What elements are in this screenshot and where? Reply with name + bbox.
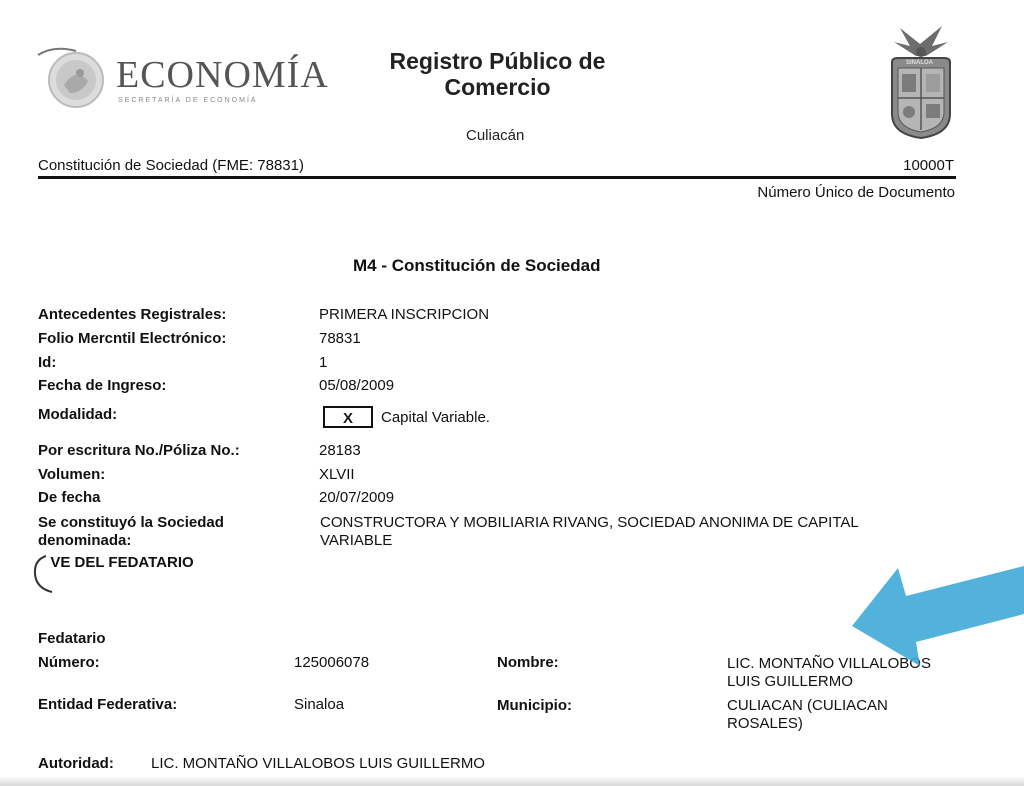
highlight-arrow-icon	[846, 562, 1024, 670]
city-name: Culiacán	[466, 127, 525, 144]
sinaloa-seal-icon	[886, 22, 956, 140]
fedatario-heading: Fedatario	[38, 630, 106, 647]
nombre-line-1: LIC. MONTAÑO VILLALOBOS	[727, 655, 931, 672]
entidad-value: Sinaloa	[294, 696, 345, 713]
municipio-value	[727, 697, 888, 733]
nombre-label: Nombre:	[497, 654, 559, 671]
modalidad-value: Capital Variable.	[381, 409, 490, 426]
id-label: Id:	[38, 354, 57, 371]
volumen-value: XLVII	[319, 466, 355, 483]
modalidad-label: Modalidad:	[38, 406, 118, 423]
autoridad-label: Autoridad:	[38, 755, 114, 772]
municipio-label: Municipio:	[497, 697, 572, 714]
antecedentes-value: PRIMERA INSCRIPCION	[319, 306, 490, 323]
title-line-2: Comercio	[444, 74, 551, 100]
numero-value: 125006078	[294, 654, 370, 671]
page-title	[360, 48, 635, 100]
logo-text: ECONOMÍA	[116, 54, 329, 96]
seal-text: SINALOA	[906, 60, 933, 66]
logo-subtitle: SECRETARÍA DE ECONOMÍA	[118, 97, 258, 104]
antecedentes-label: Antecedentes Registrales:	[38, 306, 227, 323]
folio-label: Folio Mercntil Electrónico:	[38, 330, 227, 347]
autoridad-value: LIC. MONTAÑO VILLALOBOS LUIS GUILLERMO	[151, 755, 485, 772]
title-line-1: Registro Público de	[389, 48, 606, 74]
header-divider	[38, 176, 956, 179]
document-code: 10000T	[903, 157, 954, 174]
section-title: M4 - Constitución de Sociedad	[353, 256, 601, 275]
escritura-value: 28183	[319, 442, 361, 459]
escritura-label: Por escritura No./Póliza No.:	[38, 442, 240, 459]
clave-fedatario-label: VE DEL FEDATARIO	[42, 554, 194, 571]
fecha-ingreso-value: 05/08/2009	[319, 377, 395, 394]
municipio-line-2: ROSALES)	[727, 715, 803, 732]
document-code-label: Número Único de Documento	[757, 184, 955, 201]
de-fecha-label: De fecha	[38, 489, 101, 506]
fecha-ingreso-label: Fecha de Ingreso:	[38, 377, 167, 394]
document-type: Constitución de Sociedad (FME: 78831)	[38, 157, 304, 174]
nombre-line-2: LUIS GUILLERMO	[727, 673, 853, 690]
modalidad-checkbox: X	[323, 406, 373, 428]
denominada-label-line-2: denominada:	[38, 532, 132, 549]
entidad-label: Entidad Federativa:	[38, 696, 178, 713]
denominada-value: CONSTRUCTORA Y MOBILIARIA RIVANG, SOCIEDAD ANONIMA DE CAPITAL VARIABLE	[320, 514, 859, 549]
denominada-label-line-1: Se constituyó la Sociedad	[38, 514, 224, 531]
de-fecha-value: 20/07/2009	[319, 489, 395, 506]
folio-value: 78831	[319, 330, 361, 347]
page-bottom-shadow	[0, 776, 1024, 786]
denominada-label	[38, 514, 224, 550]
mexico-coat-of-arms-icon	[36, 45, 114, 115]
economia-logo	[36, 45, 336, 115]
volumen-label: Volumen:	[38, 466, 106, 483]
municipio-line-1: CULIACAN (CULIACAN	[727, 697, 888, 714]
numero-label: Número:	[38, 654, 100, 671]
id-value: 1	[319, 354, 328, 371]
